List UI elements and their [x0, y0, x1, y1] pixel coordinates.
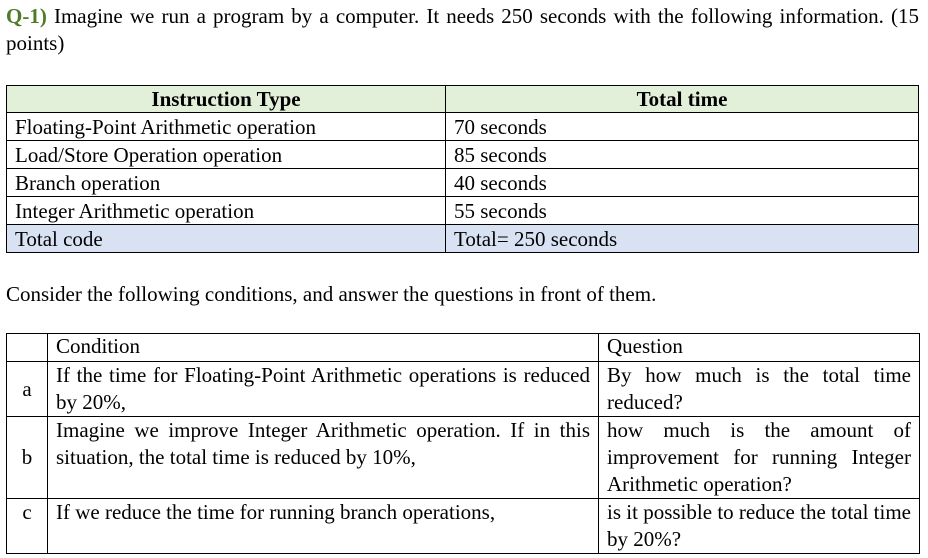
instruction-type-cell: Branch operation — [7, 169, 446, 197]
row-label: c — [7, 499, 48, 554]
instruction-type-cell: Load/Store Operation operation — [7, 141, 446, 169]
total-label-cell: Total code — [7, 225, 446, 253]
condition-cell: If we reduce the time for running branch operations, — [48, 499, 599, 554]
question-intro — [6, 3, 919, 57]
table-row — [7, 499, 920, 554]
table-row — [7, 417, 920, 499]
total-value-cell: Total= 250 seconds — [446, 225, 919, 253]
header-question: Question — [599, 334, 920, 362]
table-header-row — [7, 334, 920, 362]
header-total-time: Total time — [446, 86, 919, 113]
condition-cell: If the time for Floating-Point Arithmetic operations is reduced by 20%, — [48, 362, 599, 417]
total-time-cell: 55 seconds — [446, 197, 919, 225]
row-label: b — [7, 417, 48, 499]
instruction-type-cell: Floating-Point Arithmetic operation — [7, 113, 446, 141]
instruction-type-cell: Integer Arithmetic operation — [7, 197, 446, 225]
table-row — [7, 169, 919, 197]
question-cell: how much is the amount of improvement for running Integer Arithmetic operation? — [599, 417, 920, 499]
question-cell: is it possible to reduce the total time by 20%? — [599, 499, 920, 554]
table-header-row — [7, 86, 919, 113]
condition-cell: Imagine we improve Integer Arithmetic operation. If in this situation, the total time is reduced by 10%, — [48, 417, 599, 499]
instruction-time-table — [6, 85, 919, 253]
question-cell: By how much is the total time reduced? — [599, 362, 920, 417]
table-row — [7, 197, 919, 225]
question-label: Q-1) — [6, 4, 47, 28]
conditions-table — [6, 333, 920, 554]
header-instruction-type: Instruction Type — [7, 86, 446, 113]
table-row — [7, 113, 919, 141]
table-row — [7, 141, 919, 169]
total-time-cell: 40 seconds — [446, 169, 919, 197]
question-text: Imagine we run a program by a computer. It needs 250 seconds with the following information. (15 points) — [6, 4, 919, 55]
total-row — [7, 225, 919, 253]
total-time-cell: 70 seconds — [446, 113, 919, 141]
total-time-cell: 85 seconds — [446, 141, 919, 169]
table-row — [7, 362, 920, 417]
header-condition: Condition — [48, 334, 599, 362]
header-label — [7, 334, 48, 362]
instructions-text: Consider the following conditions, and answer the questions in front of them. — [6, 282, 657, 306]
row-label: a — [7, 362, 48, 417]
